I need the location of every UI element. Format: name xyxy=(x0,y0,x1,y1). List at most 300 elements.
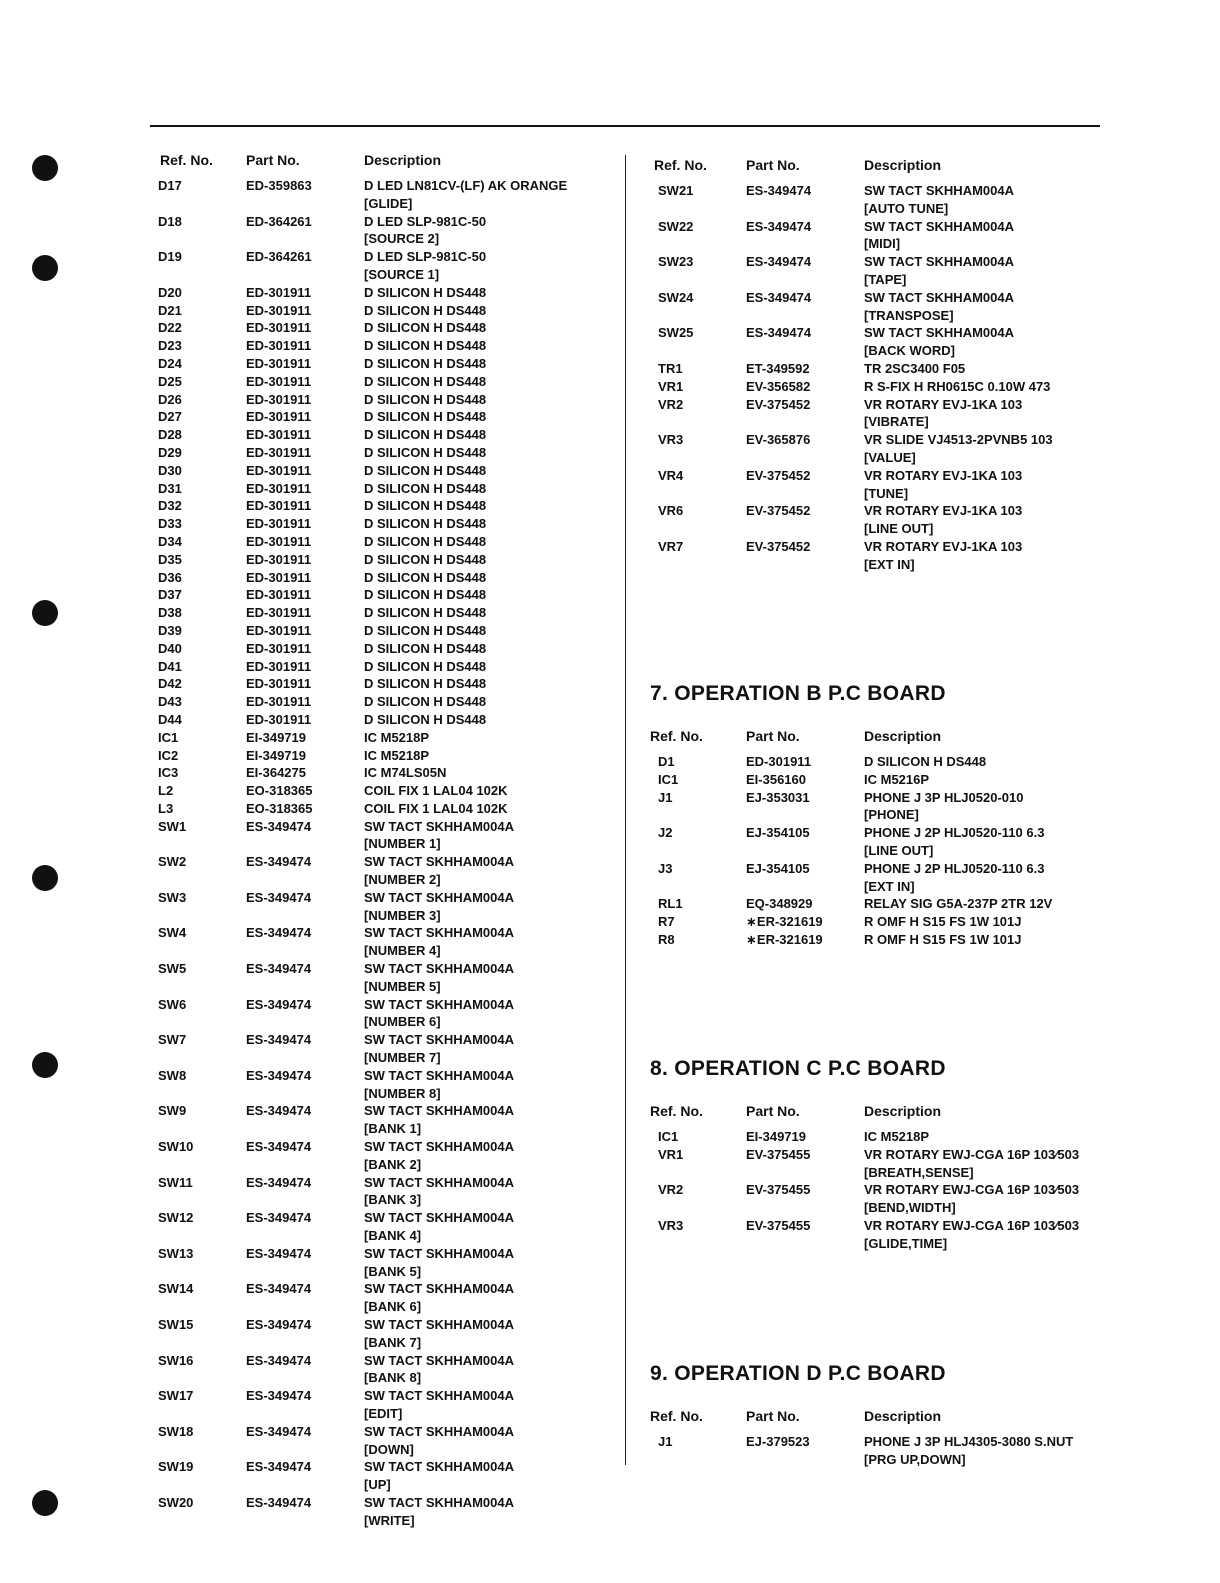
description xyxy=(364,444,610,462)
part-no: ED-301911 xyxy=(246,587,312,603)
ref-header: Ref. No. xyxy=(160,152,213,168)
part-no: EV-375455 xyxy=(746,1217,811,1233)
part-no: ES-349474 xyxy=(246,889,312,905)
ref-no: D39 xyxy=(158,622,182,638)
description-line: D SILICON H DS448 xyxy=(364,373,487,389)
table-row xyxy=(650,931,1100,949)
part-no: EI-349719 xyxy=(246,747,306,763)
part-no: ES-349474 xyxy=(246,1459,312,1475)
description-function: [NUMBER 7] xyxy=(364,1050,441,1066)
table-row xyxy=(150,782,610,800)
description-line: D SILICON H DS448 xyxy=(364,444,487,460)
description-function: [DOWN] xyxy=(364,1441,414,1457)
binding-hole-mark xyxy=(32,1490,58,1516)
description-function: [EXT IN] xyxy=(864,878,915,894)
description-line: SW TACT SKHHAM004A xyxy=(364,1352,514,1368)
description xyxy=(864,931,1100,949)
description-line: SW TACT SKHHAM004A xyxy=(364,1281,514,1297)
table-row xyxy=(650,218,1100,254)
table-row xyxy=(650,253,1100,289)
part-no: ED-301911 xyxy=(746,754,812,769)
binding-hole-mark xyxy=(32,600,58,626)
description-line: SW TACT SKHHAM004A xyxy=(864,183,1014,198)
part-no: EV-375452 xyxy=(746,538,811,554)
description-line: SW TACT SKHHAM004A xyxy=(364,1245,514,1261)
part-no: ES-349474 xyxy=(246,1067,312,1083)
table-row xyxy=(650,1433,1100,1469)
description-line: D SILICON H DS448 xyxy=(364,605,487,621)
description-line: D SILICON H DS448 xyxy=(364,409,487,425)
description-line: D SILICON H DS448 xyxy=(364,498,487,514)
ref-no: SW9 xyxy=(158,1103,187,1119)
ref-no: D30 xyxy=(158,462,182,478)
description-line: D LED LN81CV-(LF) AK ORANGE xyxy=(364,178,568,193)
table-row xyxy=(150,426,610,444)
description-function: [PRG UP,DOWN] xyxy=(864,1451,966,1467)
description-function: [BANK 6] xyxy=(364,1299,422,1315)
table-row xyxy=(150,551,610,569)
part-header: Part No. xyxy=(746,157,800,173)
ref-no: J3 xyxy=(658,860,673,876)
table-row xyxy=(150,1280,610,1316)
part-no: ES-349474 xyxy=(246,1174,312,1190)
ref-no: D25 xyxy=(158,373,182,389)
table-row xyxy=(150,355,610,373)
table-row xyxy=(150,800,610,818)
ref-no: SW24 xyxy=(658,289,694,305)
ref-no: SW12 xyxy=(158,1210,194,1226)
description-line: PHONE J 3P HLJ0520-010 xyxy=(864,789,1024,805)
description-line: D SILICON H DS448 xyxy=(364,516,487,532)
table-row xyxy=(150,1423,610,1459)
description-line: SW TACT SKHHAM004A xyxy=(864,218,1014,234)
ref-no: SW15 xyxy=(158,1317,194,1332)
description-function: [NUMBER 4] xyxy=(364,943,441,959)
table-row xyxy=(150,747,610,765)
table-row xyxy=(150,889,610,925)
description xyxy=(364,960,610,996)
part-no: ED-301911 xyxy=(246,320,312,336)
table-row xyxy=(150,764,610,782)
ref-no: SW6 xyxy=(158,996,187,1012)
description xyxy=(364,408,610,426)
description xyxy=(864,218,1100,254)
description xyxy=(364,640,610,658)
ref-no: R7 xyxy=(658,914,675,930)
part-no: EJ-354105 xyxy=(746,825,810,841)
description xyxy=(364,569,610,587)
description xyxy=(364,1387,610,1423)
description xyxy=(864,502,1100,538)
description-line: SW TACT SKHHAM004A xyxy=(364,1459,514,1475)
description xyxy=(364,1458,610,1494)
description xyxy=(364,462,610,480)
part-no: ED-301911 xyxy=(246,658,312,674)
table-row xyxy=(650,502,1100,538)
ref-no: VR4 xyxy=(658,467,684,483)
part-no: EI-364275 xyxy=(246,765,306,781)
description-line: SW TACT SKHHAM004A xyxy=(364,961,514,977)
part-no: EJ-379523 xyxy=(746,1434,810,1449)
ref-header: Ref. No. xyxy=(650,1103,703,1119)
description-function: [BANK 7] xyxy=(364,1334,422,1350)
description-line: SW TACT SKHHAM004A xyxy=(364,818,514,834)
ref-no: SW5 xyxy=(158,961,187,977)
description xyxy=(364,800,610,818)
ref-no: SW16 xyxy=(158,1352,194,1368)
description-line: SW TACT SKHHAM004A xyxy=(364,1317,514,1332)
description-line: VR ROTARY EVJ-1KA 103 xyxy=(864,396,1023,412)
part-no: EJ-353031 xyxy=(746,789,810,805)
ref-no: IC1 xyxy=(158,729,179,745)
description xyxy=(364,248,610,284)
table-row xyxy=(150,480,610,498)
ref-no: IC1 xyxy=(658,1129,679,1144)
table-row xyxy=(150,1494,610,1530)
description-function: [NUMBER 2] xyxy=(364,872,441,888)
description xyxy=(864,1128,1100,1146)
table-row xyxy=(650,1181,1100,1217)
description-line: PHONE J 2P HLJ0520-110 6.3 xyxy=(864,860,1045,876)
description-function: [NUMBER 5] xyxy=(364,978,441,994)
ref-no: L2 xyxy=(158,783,174,799)
parts-table-operation-b-body xyxy=(650,753,1100,949)
ref-no: D41 xyxy=(158,658,182,674)
table-row xyxy=(150,711,610,729)
description-line: PHONE J 3P HLJ4305-3080 S.NUT xyxy=(864,1434,1074,1449)
description-function: [SOURCE 1] xyxy=(364,266,440,282)
description-function: [BREATH,SENSE] xyxy=(864,1164,974,1180)
table-row xyxy=(150,818,610,854)
parts-table-operation-d xyxy=(650,1408,1100,1469)
ref-no: SW1 xyxy=(158,818,187,834)
parts-table-right xyxy=(650,157,1100,574)
table-row xyxy=(150,248,610,284)
description xyxy=(864,1217,1100,1253)
table-row xyxy=(150,1458,610,1494)
description xyxy=(364,853,610,889)
parts-table-left-body xyxy=(150,177,610,1530)
description xyxy=(364,1280,610,1316)
description-line: D SILICON H DS448 xyxy=(364,694,487,710)
description xyxy=(864,182,1100,218)
part-no: ED-301911 xyxy=(246,444,312,460)
description-line: D LED SLP-981C-50 xyxy=(364,213,487,229)
description-line: D SILICON H DS448 xyxy=(364,391,487,407)
part-no: ES-349474 xyxy=(246,854,312,870)
description-header: Description xyxy=(864,1103,942,1119)
part-no: ES-349474 xyxy=(746,254,812,270)
description xyxy=(864,360,1100,378)
ref-no: VR1 xyxy=(658,1146,684,1162)
description-function: [BANK 5] xyxy=(364,1263,422,1279)
part-no: ES-349474 xyxy=(246,1139,312,1155)
ref-no: D24 xyxy=(158,355,182,371)
part-no: ES-349474 xyxy=(246,1352,312,1368)
part-no: EV-375452 xyxy=(746,467,811,483)
ref-no: TR1 xyxy=(658,360,683,376)
description xyxy=(864,753,1100,771)
ref-no: SW20 xyxy=(158,1494,194,1510)
description-line: SW TACT SKHHAM004A xyxy=(364,854,514,870)
table-row xyxy=(650,913,1100,931)
binding-hole-mark xyxy=(32,1052,58,1078)
ref-no: VR3 xyxy=(658,1217,684,1233)
part-no: ES-349474 xyxy=(246,1245,312,1261)
table-row xyxy=(650,1128,1100,1146)
table-row xyxy=(150,924,610,960)
description xyxy=(364,284,610,302)
description-line: SW TACT SKHHAM004A xyxy=(364,1388,514,1404)
description-line: IC M5218P xyxy=(364,729,430,745)
ref-no: SW22 xyxy=(658,218,694,234)
description-line: D SILICON H DS448 xyxy=(364,284,487,300)
part-no: EI-349719 xyxy=(746,1129,806,1144)
table-row xyxy=(150,373,610,391)
part-no: ED-301911 xyxy=(246,533,312,549)
part-no: ES-349474 xyxy=(246,1317,312,1332)
ref-no: D34 xyxy=(158,533,182,549)
description-function: [LINE OUT] xyxy=(864,842,934,858)
description xyxy=(864,467,1100,503)
part-no: ED-301911 xyxy=(246,640,312,656)
ref-no: D42 xyxy=(158,676,182,692)
table-row xyxy=(150,622,610,640)
description-function: [TUNE] xyxy=(864,485,909,501)
description xyxy=(364,480,610,498)
description-line: D SILICON H DS448 xyxy=(364,676,487,692)
table-row xyxy=(150,604,610,622)
ref-no: D37 xyxy=(158,587,182,603)
table-row xyxy=(150,640,610,658)
ref-no: D44 xyxy=(158,711,182,727)
part-no: EV-375452 xyxy=(746,396,811,412)
ref-header: Ref. No. xyxy=(650,1408,703,1424)
description-header: Description xyxy=(864,1408,942,1424)
table-row xyxy=(650,753,1100,771)
description xyxy=(364,586,610,604)
table-row xyxy=(150,408,610,426)
table-row xyxy=(650,360,1100,378)
part-no: EV-356582 xyxy=(746,378,811,394)
table-row xyxy=(150,337,610,355)
part-no: ED-301911 xyxy=(246,373,312,389)
description-line: SW TACT SKHHAM004A xyxy=(364,1174,514,1190)
description xyxy=(364,1423,610,1459)
table-row xyxy=(650,860,1100,896)
section-title: 8. OPERATION C P.C BOARD xyxy=(650,1057,946,1080)
part-no: ES-349474 xyxy=(746,289,812,305)
table-row xyxy=(150,462,610,480)
part-no: ED-301911 xyxy=(246,676,312,692)
description-function: [PHONE] xyxy=(864,807,919,823)
description xyxy=(364,1316,610,1352)
ref-no: D17 xyxy=(158,178,182,193)
table-row xyxy=(650,182,1100,218)
parts-table-operation-d-body xyxy=(650,1433,1100,1469)
description-function: [WRITE] xyxy=(364,1512,415,1528)
ref-no: J1 xyxy=(658,789,673,805)
ref-no: RL1 xyxy=(658,896,683,912)
ref-no: SW7 xyxy=(158,1032,187,1048)
description xyxy=(364,355,610,373)
description xyxy=(364,675,610,693)
table-row xyxy=(650,378,1100,396)
ref-header: Ref. No. xyxy=(650,728,703,744)
description-line: VR ROTARY EWJ-CGA 16P 103∕503 xyxy=(864,1182,1080,1198)
part-no: EV-375452 xyxy=(746,503,811,519)
description-line: VR ROTARY EVJ-1KA 103 xyxy=(864,538,1023,554)
parts-table-operation-c xyxy=(650,1103,1100,1253)
part-no: EV-375455 xyxy=(746,1182,811,1198)
ref-no: J2 xyxy=(658,825,673,841)
description-line: D SILICON H DS448 xyxy=(364,711,487,727)
ref-no: D19 xyxy=(158,249,182,265)
part-header: Part No. xyxy=(246,152,300,168)
description xyxy=(364,818,610,854)
description xyxy=(364,177,610,213)
table-row xyxy=(150,658,610,676)
part-no: ED-301911 xyxy=(246,498,312,514)
ref-no: D36 xyxy=(158,569,182,585)
ref-no: SW8 xyxy=(158,1067,187,1083)
part-no: ED-364261 xyxy=(246,213,312,229)
description-line: IC M5216P xyxy=(864,771,930,787)
ref-no: D31 xyxy=(158,480,182,496)
table-row xyxy=(150,1174,610,1210)
part-no: ED-301911 xyxy=(246,569,312,585)
description-line: VR ROTARY EWJ-CGA 16P 103∕503 xyxy=(864,1217,1080,1233)
description-line: D SILICON H DS448 xyxy=(364,480,487,496)
table-row xyxy=(150,1245,610,1281)
description xyxy=(364,1138,610,1174)
description-line: D SILICON H DS448 xyxy=(864,754,987,769)
description-line: COIL FIX 1 LAL04 102K xyxy=(364,800,508,816)
description-header: Description xyxy=(364,152,442,168)
part-no: ED-301911 xyxy=(246,711,312,727)
part-no: EJ-354105 xyxy=(746,860,810,876)
description-line: VR ROTARY EVJ-1KA 103 xyxy=(864,467,1023,483)
table-row xyxy=(150,533,610,551)
description-function: [TAPE] xyxy=(864,271,907,287)
ref-no: SW19 xyxy=(158,1459,194,1475)
ref-no: D38 xyxy=(158,605,182,621)
part-no: ES-349474 xyxy=(246,1423,312,1439)
description-line: SW TACT SKHHAM004A xyxy=(864,254,1014,270)
description xyxy=(364,1102,610,1138)
description xyxy=(864,378,1100,396)
description xyxy=(364,764,610,782)
description xyxy=(364,711,610,729)
table-row xyxy=(150,497,610,515)
description-line: SW TACT SKHHAM004A xyxy=(364,1139,514,1155)
description xyxy=(864,1146,1100,1182)
ref-no: D1 xyxy=(658,754,675,769)
description xyxy=(864,1433,1100,1469)
ref-no: J1 xyxy=(658,1434,673,1449)
part-header: Part No. xyxy=(746,1103,800,1119)
ref-no: IC3 xyxy=(158,765,179,781)
description-function: [BANK 2] xyxy=(364,1156,422,1172)
description-function: [LINE OUT] xyxy=(864,521,934,537)
description xyxy=(364,302,610,320)
description xyxy=(864,824,1100,860)
table-row xyxy=(150,213,610,249)
part-no: ES-349474 xyxy=(746,183,812,198)
description xyxy=(364,213,610,249)
part-header: Part No. xyxy=(746,1408,800,1424)
table-row xyxy=(150,693,610,711)
description-line: IC M5218P xyxy=(864,1129,930,1144)
table-row xyxy=(150,1387,610,1423)
description-function: [NUMBER 1] xyxy=(364,836,441,852)
description-function: [NUMBER 3] xyxy=(364,907,441,923)
description-line: D SILICON H DS448 xyxy=(364,338,487,354)
part-no: ED-301911 xyxy=(246,551,312,567)
description xyxy=(364,551,610,569)
ref-no: IC1 xyxy=(658,771,679,787)
description xyxy=(864,789,1100,825)
description-function: [NUMBER 8] xyxy=(364,1085,441,1101)
binding-hole-mark xyxy=(32,865,58,891)
part-no: ED-364261 xyxy=(246,249,312,265)
table-row xyxy=(650,1146,1100,1182)
section-title: 9. OPERATION D P.C BOARD xyxy=(650,1362,946,1385)
description-line: SW TACT SKHHAM004A xyxy=(364,1103,514,1119)
description xyxy=(864,538,1100,574)
ref-no: D28 xyxy=(158,427,182,443)
description xyxy=(364,996,610,1032)
ref-no: VR2 xyxy=(658,1182,684,1198)
description xyxy=(864,1181,1100,1217)
description-line: D SILICON H DS448 xyxy=(364,569,487,585)
description xyxy=(364,747,610,765)
table-row xyxy=(150,586,610,604)
description xyxy=(864,431,1100,467)
description-function: [NUMBER 6] xyxy=(364,1014,441,1030)
description-function: [EXT IN] xyxy=(864,556,915,572)
part-no: ES-349474 xyxy=(246,1281,312,1297)
description xyxy=(364,426,610,444)
part-no: EQ-348929 xyxy=(746,896,813,912)
table-row xyxy=(150,319,610,337)
section-title: 7. OPERATION B P.C BOARD xyxy=(650,682,946,705)
description-header: Description xyxy=(864,728,942,744)
binding-hole-mark xyxy=(32,255,58,281)
ref-no: D27 xyxy=(158,409,182,425)
table-row xyxy=(650,789,1100,825)
table-row xyxy=(650,324,1100,360)
part-no: ED-301911 xyxy=(246,338,312,354)
description xyxy=(364,533,610,551)
table-row xyxy=(150,1031,610,1067)
description xyxy=(864,289,1100,325)
left-parts-column xyxy=(150,152,610,1530)
description-line: VR SLIDE VJ4513-2PVNB5 103 xyxy=(864,432,1053,448)
ref-no: IC2 xyxy=(158,747,179,763)
part-no: ES-349474 xyxy=(746,218,812,234)
table-row xyxy=(650,467,1100,503)
description xyxy=(364,693,610,711)
table-row xyxy=(150,1352,610,1388)
description-line: SW TACT SKHHAM004A xyxy=(864,289,1014,305)
description-line: RELAY SIG G5A-237P 2TR 12V xyxy=(864,896,1053,912)
description xyxy=(864,895,1100,913)
description-line: D SILICON H DS448 xyxy=(364,302,487,318)
ref-no: D29 xyxy=(158,444,182,460)
table-row xyxy=(150,569,610,587)
description-line: D SILICON H DS448 xyxy=(364,551,487,567)
